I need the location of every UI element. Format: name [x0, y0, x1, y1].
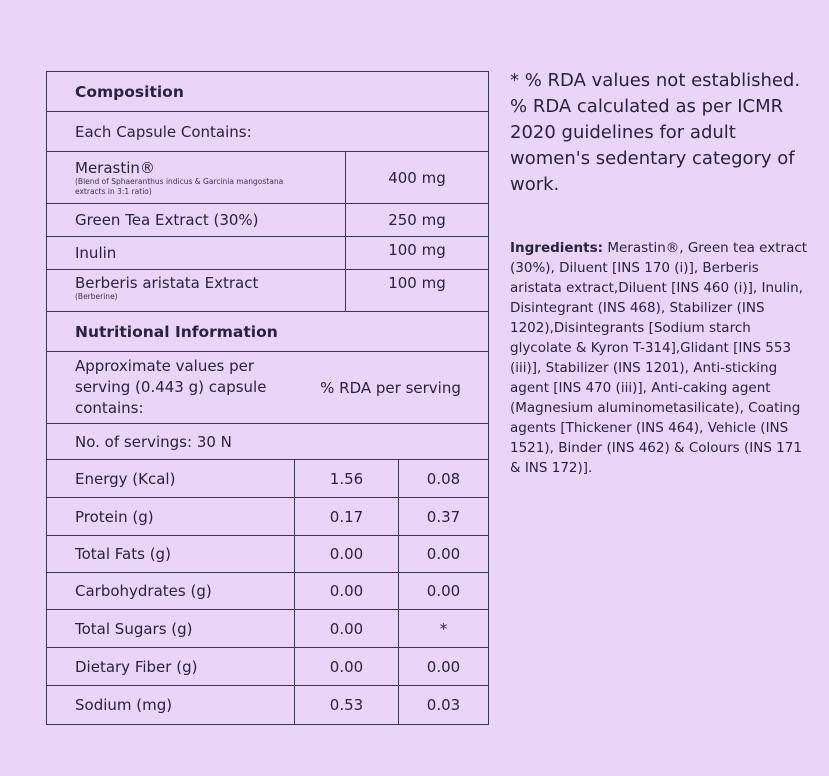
table-row [47, 535, 488, 572]
ingredients-text: Merastin®, Green tea extract (30%), Diluent [INS 170 (i)], Berberis aristata extract,Diluent [INS 460 (i)], Inulin, Disintegrant (INS 468), Stabilizer (INS 1202),Disintegrants [Sodium starch glycolate & Kyron T-314],Glidant [INS 553 (iii)], Stabilizer (INS 1201), Anti-sticking agent [INS 470 (iii)], Anti-caking agent (Magnesium aluminometasilicate), Coating agents [Thickener (INS 464), Vehicle (INS 1521), Binder (INS 462) & Colours (INS 171 & INS 172)]. [510, 240, 808, 476]
ingredient-name: Merastin® [75, 158, 155, 177]
table-row [47, 459, 488, 497]
nutrient-name: Sodium (mg) [75, 696, 173, 714]
nutrient-name: Carbohydrates (g) [75, 582, 212, 600]
ingredient-name: Inulin [75, 244, 117, 262]
rda-note-established: * % RDA values not established. [510, 70, 801, 91]
ingredient-amount: 400 mg [388, 168, 446, 187]
approx-label: Approximate values per serving (0.443 g) capsule contains: [75, 357, 267, 417]
each-capsule-row [47, 111, 488, 151]
nutrient-value: 0.00 [329, 582, 364, 600]
ingredient-amount: 250 mg [388, 211, 446, 229]
nutrient-value: 1.56 [329, 469, 364, 488]
table-row [47, 572, 488, 609]
nutrient-name: Total Fats (g) [75, 545, 171, 563]
nutrient-value: 0.00 [329, 619, 364, 638]
rda-notes [510, 68, 810, 198]
nutrient-value: 0.00 [329, 545, 364, 563]
nutrient-value: 0.53 [329, 696, 364, 714]
table-row [47, 685, 488, 724]
approx-row [47, 351, 488, 423]
table-row [47, 497, 488, 535]
servings-label: No. of servings: 30 N [75, 432, 232, 451]
nutrient-rda: 0.00 [426, 657, 461, 676]
ingredient-sub: (Berberine) [75, 292, 118, 301]
ingredient-amount: 100 mg [388, 241, 446, 259]
nutrient-name: Energy (Kcal) [75, 469, 176, 488]
composition-heading: Composition [75, 82, 184, 101]
nutrient-value: 0.00 [329, 657, 364, 676]
nutrient-rda: * [439, 619, 448, 638]
ingredients-label: Ingredients: [510, 240, 604, 256]
each-capsule-label: Each Capsule Contains: [75, 122, 252, 141]
nutrition-table [46, 71, 489, 725]
composition-row [47, 269, 488, 311]
nutrient-rda: 0.37 [426, 507, 461, 526]
ingredient-name: Green Tea Extract (30%) [75, 211, 259, 229]
composition-heading-row [47, 72, 488, 111]
nutrient-name: Total Sugars (g) [75, 619, 193, 638]
composition-row [47, 236, 488, 269]
nutrient-rda: 0.00 [426, 582, 461, 600]
table-row [47, 647, 488, 685]
nutrient-rda: 0.00 [426, 545, 461, 563]
composition-row [47, 203, 488, 236]
table-row [47, 609, 488, 647]
ingredients-block [510, 238, 810, 478]
nutrient-rda: 0.08 [426, 469, 461, 488]
nutrient-rda: 0.03 [426, 696, 461, 714]
ingredient-sub: (Blend of Sphaeranthus indicus & Garcinia mangostana extracts in 3:1 ratio) [75, 176, 284, 196]
ingredient-amount: 100 mg [388, 274, 446, 292]
composition-row [47, 151, 488, 203]
nutrient-name: Protein (g) [75, 507, 154, 526]
rda-note-icmr: % RDA calculated as per ICMR 2020 guidelines for adult women's sedentary category of work. [510, 96, 795, 195]
nutrition-heading-row [47, 311, 488, 351]
ingredient-name: Berberis aristata Extract [75, 274, 259, 292]
rda-header: % RDA per serving [320, 378, 461, 397]
servings-row [47, 423, 488, 459]
nutrient-name: Dietary Fiber (g) [75, 657, 198, 676]
nutrient-value: 0.17 [329, 507, 364, 526]
nutrition-heading: Nutritional Information [75, 322, 278, 341]
